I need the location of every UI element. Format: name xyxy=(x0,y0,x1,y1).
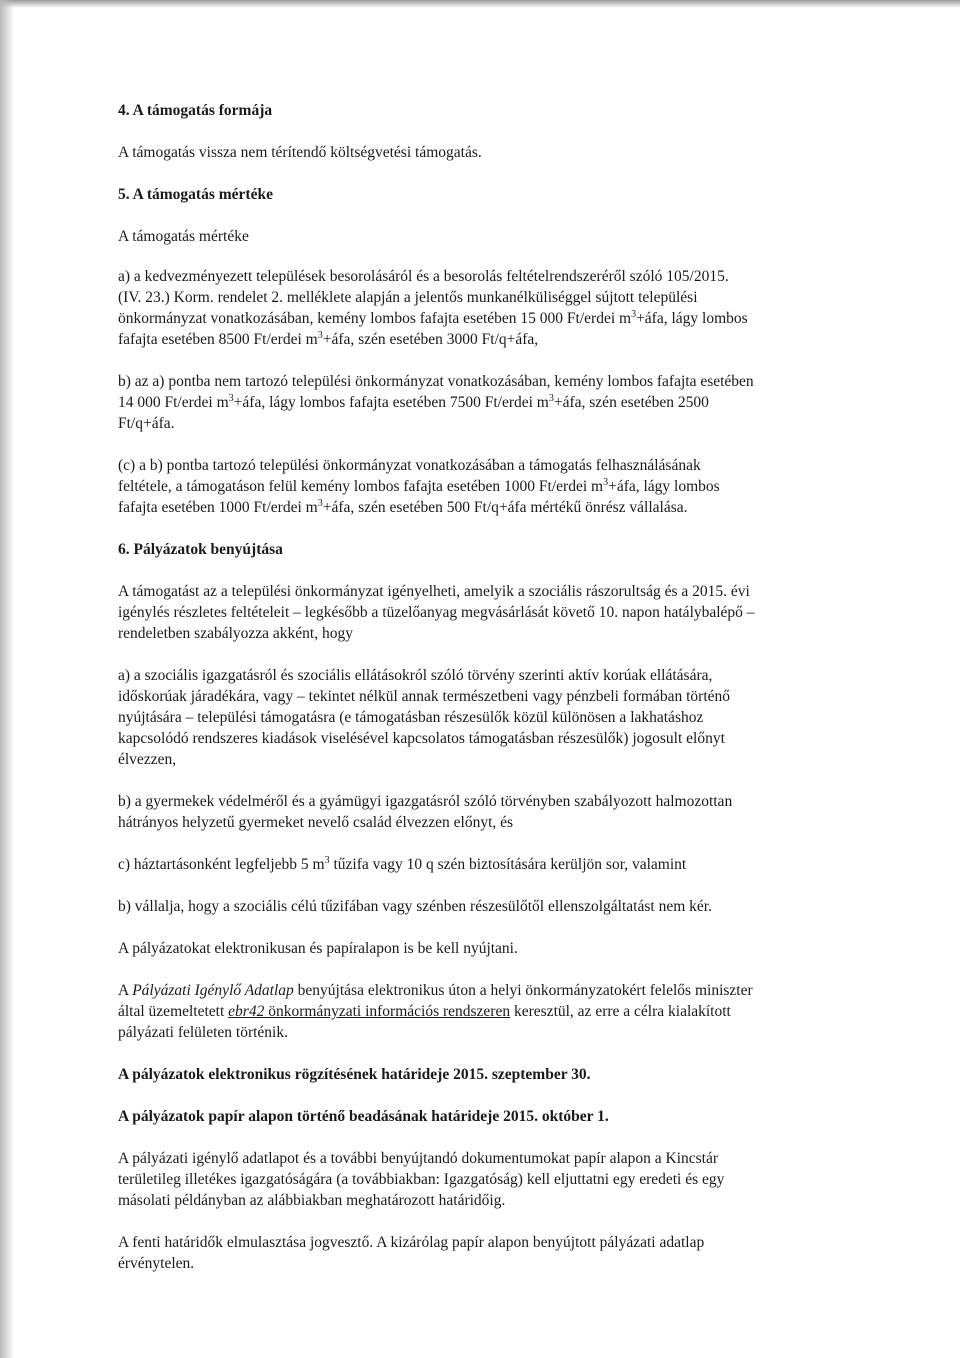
paper-submission-paragraph xyxy=(118,1148,858,1211)
text-segment: feltétele, a támogatáson felül kemény lombos fafajta esetében 1000 Ft/erdei m xyxy=(118,478,604,495)
text-segment: 14 000 Ft/erdei m xyxy=(118,394,229,411)
text-line: hátrányos helyzetű gyermeket nevelő család élvezzen előnyt, és xyxy=(118,814,514,831)
text-line: időskorúak járadékára, vagy – tekintet nélkül annak természetbeni vagy pénzbeli formában történő xyxy=(118,688,731,705)
text-segment: tűzifa vagy 10 q szén biztosítására kerüljön sor, valamint xyxy=(329,856,687,873)
superscript: 3 xyxy=(228,393,234,404)
paper-deadline: A pályázatok papír alapon történő beadásának határideje 2015. október 1. xyxy=(118,1108,609,1125)
superscript: 3 xyxy=(317,498,323,509)
document-page xyxy=(118,100,858,1274)
section-6-point-c xyxy=(118,854,858,875)
text-line xyxy=(118,476,858,497)
text-segment: fafajta esetében 8500 Ft/erdei m xyxy=(118,331,318,348)
text-line: másolati példányban az alábbiakban meghatározott határidőig. xyxy=(118,1192,506,1209)
text-segment: c) háztartásonként legfeljebb 5 m xyxy=(118,856,325,873)
superscript: 3 xyxy=(548,393,554,404)
text-line: A támogatást az a települési önkormányzat igényelheti, amelyik a szociális rászorultság és a 2015. évi xyxy=(118,583,750,600)
section-5-intro: A támogatás mértéke xyxy=(118,228,249,245)
form-title: Pályázati Igénylő Adatlap xyxy=(132,982,294,999)
text-line: a) a kedvezményezett települések besorolásáról és a besorolás feltételrendszeréről szóló 105/2015. xyxy=(118,268,729,285)
text-segment: keresztül, az erre a célra kialakított xyxy=(510,1003,731,1020)
text-line: A pályázati igénylő adatlapot és a további benyújtandó dokumentumokat papír alapon a Kincstár xyxy=(118,1150,719,1167)
section-5-point-c xyxy=(118,455,858,518)
text-line xyxy=(118,1001,858,1022)
system-link-name: ebr42 xyxy=(228,1003,265,1020)
text-segment: +áfa, lágy lombos xyxy=(636,310,748,327)
text-line xyxy=(118,308,858,329)
scan-edge-left xyxy=(0,0,14,1358)
text-line: érvénytelen. xyxy=(118,1255,195,1272)
section-6-point-a xyxy=(118,665,858,770)
text-line: b) a gyermekek védelméről és a gyámügyi igazgatásról szóló törvényben szabályozott halmozottan xyxy=(118,793,733,810)
text-line: Ft/q+áfa. xyxy=(118,415,175,432)
text-line xyxy=(118,329,858,350)
text-segment: fafajta esetében 1000 Ft/erdei m xyxy=(118,499,318,516)
superscript: 3 xyxy=(324,855,330,866)
electronic-submission-text: A pályázatokat elektronikusan és papíralapon is be kell nyújtani. xyxy=(118,940,518,957)
text-line xyxy=(118,980,858,1001)
text-line: a) a szociális igazgatásról és szociális ellátásokról szóló törvény szerinti aktív korúak ellátására, xyxy=(118,667,713,684)
text-line: nyújtására – települési támogatásra (e támogatásban részesülők közül különösen a lakhatáshoz xyxy=(118,709,704,726)
final-paragraph xyxy=(118,1232,858,1274)
text-line xyxy=(118,392,858,413)
system-link[interactable] xyxy=(228,1003,510,1020)
superscript: 3 xyxy=(603,477,609,488)
text-line: A fenti határidők elmulasztása jogvesztő. A kizárólag papír alapon benyújtott pályázati adatlap xyxy=(118,1234,705,1251)
section-6-point-b2: b) vállalja, hogy a szociális célú tűzifában vagy szénben részesülőtől ellenszolgáltatást nem kér. xyxy=(118,898,712,915)
text-line xyxy=(118,497,858,518)
section-6-point-b xyxy=(118,791,858,833)
superscript: 3 xyxy=(631,309,637,320)
text-segment: +áfa, lágy lombos fafajta esetében 7500 Ft/erdei m xyxy=(233,394,549,411)
electronic-deadline: A pályázatok elektronikus rögzítésének határideje 2015. szeptember 30. xyxy=(118,1066,591,1083)
text-line: élvezzen, xyxy=(118,751,177,768)
text-segment: önkormányzat vonatkozásában, kemény lombos fafajta esetében 15 000 Ft/erdei m xyxy=(118,310,632,327)
superscript: 3 xyxy=(317,330,323,341)
text-line: b) az a) pontba nem tartozó települési önkormányzat vonatkozásában, kemény lombos fafajta esetében xyxy=(118,373,754,390)
section-4-heading: 4. A támogatás formája xyxy=(118,102,273,119)
form-submission-paragraph xyxy=(118,980,858,1043)
text-line: (IV. 23.) Korm. rendelet 2. melléklete alapján a jelentős munkanélküliséggel sújtott települési xyxy=(118,289,698,306)
section-5-heading: 5. A támogatás mértéke xyxy=(118,186,273,203)
text-line: (c) a b) pontba tartozó települési önkormányzat vonatkozásában a támogatás felhasználásának xyxy=(118,457,701,474)
section-5-point-a xyxy=(118,266,858,350)
text-segment: A xyxy=(118,982,133,999)
text-segment: +áfa, lágy lombos xyxy=(608,478,720,495)
system-link-rest: önkormányzati információs rendszeren xyxy=(264,1003,511,1020)
text-segment: +áfa, szén esetében 3000 Ft/q+áfa, xyxy=(322,331,539,348)
text-segment: által üzemeltetett xyxy=(118,1003,229,1020)
section-6-heading: 6. Pályázatok benyújtása xyxy=(118,541,283,558)
section-4-text: A támogatás vissza nem térítendő költségvetési támogatás. xyxy=(118,144,482,161)
scan-edge-top xyxy=(0,0,960,8)
text-line: területileg illetékes igazgatóságára (a továbbiakban: Igazgatóság) kell eljuttatni egy eredeti és egy xyxy=(118,1171,725,1188)
section-6-intro xyxy=(118,581,858,644)
text-line: kapcsolódó rendszeres kiadások viselésével kapcsolatos támogatásban részesülők) jogosult előnyt xyxy=(118,730,725,747)
text-segment: benyújtása elektronikus úton a helyi önkormányzatokért felelős miniszter xyxy=(293,982,753,999)
section-5-point-b xyxy=(118,371,858,434)
text-segment: +áfa, szén esetében 2500 xyxy=(553,394,709,411)
text-line: rendeletben szabályozza akként, hogy xyxy=(118,625,353,642)
text-line: pályázati felületen történik. xyxy=(118,1024,288,1041)
text-line: igénylés részletes feltételeit – legkésőbb a tüzelőanyag megvásárlását követő 10. napon hatálybalépő – xyxy=(118,604,755,621)
text-segment: +áfa, szén esetében 500 Ft/q+áfa mértékű önrész vállalása. xyxy=(322,499,688,516)
